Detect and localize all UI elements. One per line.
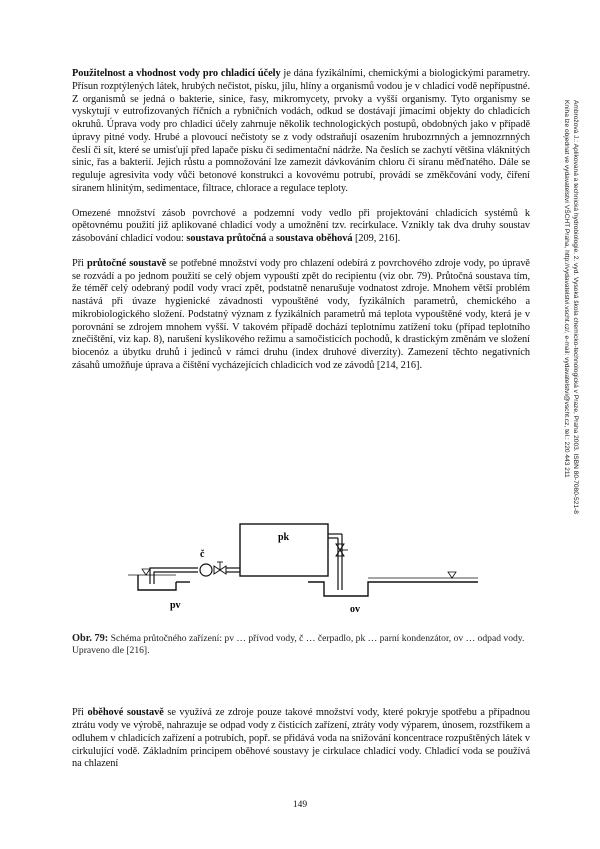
paragraph-body: a [266,233,276,244]
paragraph-cooling-water-suitability [72,68,530,196]
term-flow-system: průtočné soustavě [86,257,167,269]
label-water-outlet: ov [350,604,360,615]
term-flow-system: soustava průtočná [186,233,267,244]
flow-system-diagram [128,512,478,622]
term-circulation-system: oběhové soustavě [87,707,164,719]
figure-caption [72,633,530,657]
term-circulation-system: soustava oběhová [275,233,353,244]
label-water-intake: pv [170,600,181,611]
main-text-continued [72,697,530,781]
paragraph-body: Při [72,257,87,269]
intake-pipe [150,568,198,584]
paragraph-body: [209, 216]. [352,233,401,244]
paragraph-body: Při [72,707,88,719]
paragraph-body: se potřebné množství vody pro chlazení odebírá z povrchového zdroje vody, po úpravě se rozvádí a po jednom použití se celý objem vypouští zpět do recipientu (viz obr. 79). Průtočná soustava tím, že téměř celý odebraný podíl vody vrací zpět, podstatně nenarušuje vodnatost zdroje. Mnohem větší problém nastává při úvaze hygienické závadnosti vypouštěné vody, fyzikálních parametrů, chemického a mikrobiologického složení. Podstatný význam z fyzikálních parametrů má teplota vypouštěné vody, která je v porovnání se zdrojem mnohem vyšší. V takovém případě dochází teplotnímu zatížení toku (případ teplotního znečištění, viz kap. 8), narušení kyslíkového režimu a samočisticích pochodů, k drastickým změnám ve složení biocenóz a úbytku druhů i jedinců v rámci druhu (index druhové diverzity). Zamezení těchto negativních zásahů umožňuje úprava a čištění vycházejících chladicích vod ze závodů [214, 216]. [72,257,530,371]
figure-caption-text: Schéma průtočného zařízení: pv … přívod vody, č … čerpadlo, pk … parní kondenzátor, ov … odpad vody. Upraveno dle [216]. [72,633,525,656]
pump [200,564,212,576]
paragraph-body: se využívá ze zdroje pouze takové množství vody, které pokryje spotřebu a případnou ztrátu vody ve výrobě, nahrazuje se odpad vody z čisticích zařízení, ztráty vody výparem, únosem, rozstřikem a odluhem v chladicích zařízení a potrubích, popř. se přidává voda na snižování koncentrace rozpuštěných látek v cirkulující vodě. Základním principem oběhové soustavy je cirkulace chladicí vody. Chladicí voda se používá na chlazení [72,707,530,770]
paragraph-body: Omezené množství zásob povrchové a podzemní vody vedlo při projektování chladicích systémů k opětovnému použití již aplikované chladicí vody a umožnění tzv. recirkulace. Vznikly tak dva druhy soustav zásobování chladicí vodou: [72,207,530,244]
side-note [560,100,580,660]
page-number: 149 [292,800,308,810]
side-note-ordering: Kniha lze objednat ve vydavatelství VŠCHT Praha, http://vydavatelstvi.vscht.cz/, e-mail: vydavatelstvi@vscht.cz, tel.: 220 443 211 [563,100,570,478]
paragraph-flow-system [72,258,530,373]
figure-label: Obr. 79: [72,633,109,644]
right-reservoir [308,582,478,596]
label-condenser: pk [278,532,290,543]
paragraph-supply-systems [72,208,530,246]
paragraph-body: je dána fyzikálními, chemickými a biologickými parametry. Přísun rozptýlených látek, hrubých nečistot, písku, jílu, hlíny a organismů vodou je v chladicí vodě nepřípustné. Z organismů se jedná o bakterie, sinice, řasy, mikromycety, prvoky a vyšší organismy. Tyto organismy se vyskytují v eutrofizovaných říčních a rybničních vodách, odkud se dostávají jímacími objekty do chladicích okruhů. Úprava vody pro chladicí účely zahrnuje několik technologických postupů, obdobných jako v případě úpravy pitné vody. Hrubé a plovoucí nečistoty se z vody odstraňují osazením hrubozrnných a jemnozrnných česlí či sít, které se umisťují před lapače písku či sedimentační nádrže. Na česlích se zachytí většina vláknitých sinic, řas a bakterií. Jejich růstu a pomnožování lze zamezit dávkováním chloru či síranu měďnatého. Dále se reguluje agresivita vody vůči betonové konstrukci a kovovému potrubí, provádí se změkčování vody, čiření síranem hlinitým, sedimentace, filtrace, chlorace a regulace teploty. [72,68,530,194]
left-reservoir [138,575,176,590]
paragraph-lead: Použitelnost a vhodnost vody pro chladicí účely [72,68,281,79]
paragraph-circulation-system [72,707,530,771]
main-text [72,68,530,373]
side-note-citation: Ambrožová J.: Aplikovaná a technická hydrobiologie. 2. vyd. Vysoká škola chemicko-technologická v Praze, Praha 2003. ISBN 80-7080-521-8 [572,100,579,514]
label-pump: č [200,549,205,560]
